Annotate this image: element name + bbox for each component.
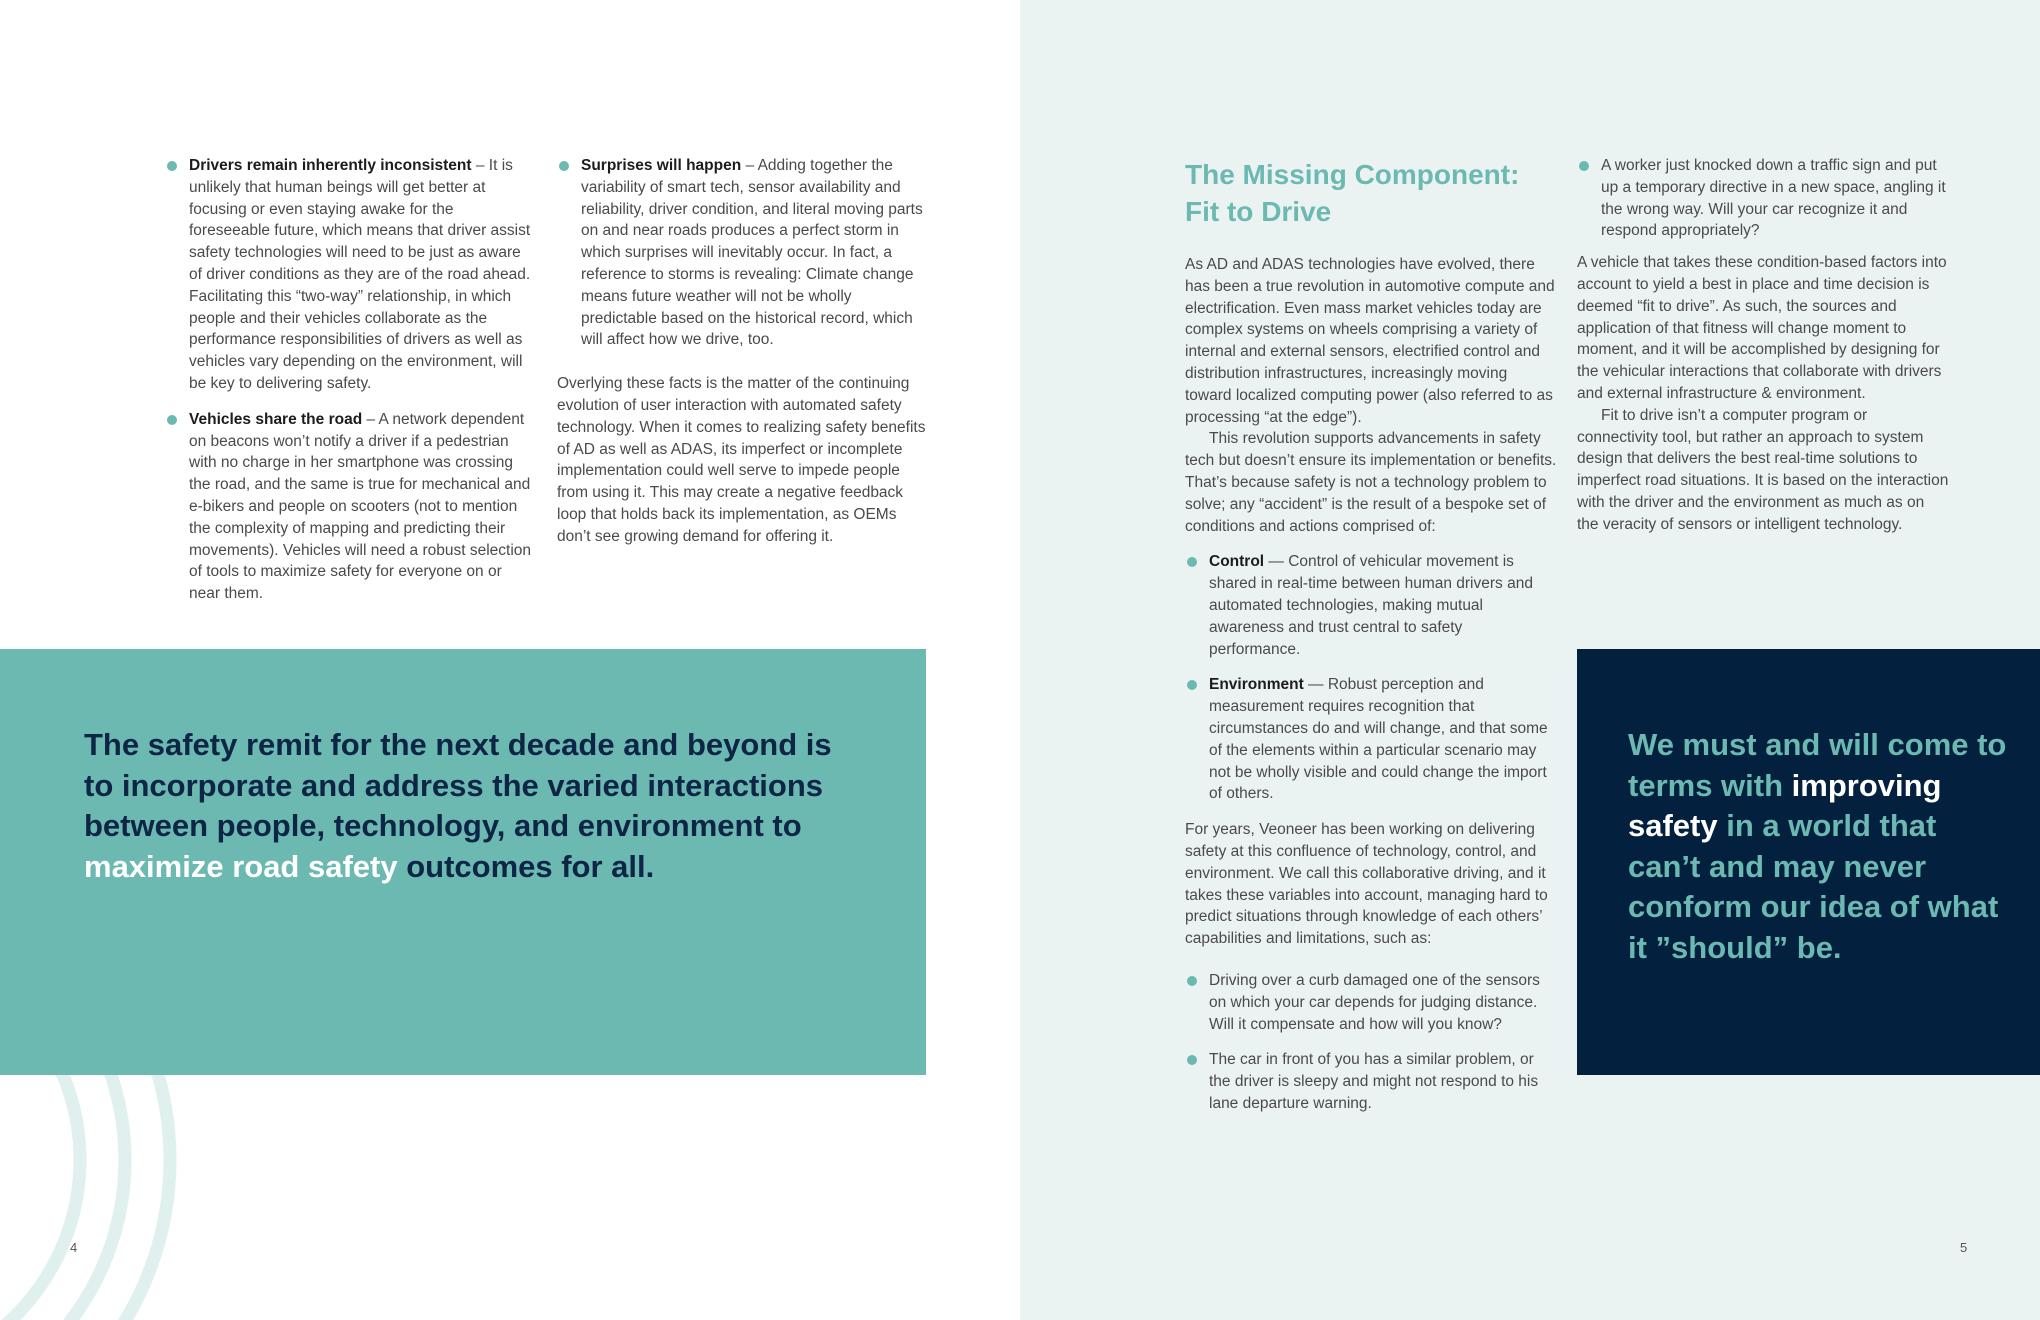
concentric-arcs-decoration [0, 860, 200, 1320]
section-heading: The Missing Component: Fit to Drive [1185, 159, 1520, 227]
bullet-dot-icon [1187, 976, 1197, 986]
body-paragraph: This revolution supports advancements in safety tech but doesn’t ensure its implementation or benefits. That’s because safety is not a technology problem to solve; any “accident” is the result of a bespoke set of conditions and actions comprised of: [1185, 430, 1557, 535]
bullet-dot-icon [1579, 161, 1589, 171]
right-column-2 [1577, 155, 1949, 536]
bullet-dot-icon [1187, 1055, 1197, 1065]
pull-quote: We must and will come to terms with improving safety in a world that can’t and may never conform our idea of what it ”should” be. [1628, 727, 2007, 965]
left-column-1 [165, 155, 535, 619]
bullet-item: Surprises will happen – Adding together the variability of smart tech, sensor availability and reliability, driver condition, and literal moving parts on and near roads produces a perfect storm in which surprises will inevitably occur. In fact, a reference to storms is revealing: Climate change means future weather will not be wholly predictable based on the historical record, which will affect how we drive, too. [557, 155, 927, 351]
body-paragraph: As AD and ADAS technologies have evolved, there has been a true revolution in automotive compute and electrification. Even mass market vehicles today are complex systems on wheels comprising a variety of internal and external sensors, electrified control and distribution infrastructures, increasingly moving toward localized computing power (also referred to as processing “at the edge”). [1185, 256, 1555, 426]
right-column-1 [1185, 254, 1557, 1129]
bullet-item: A worker just knocked down a traffic sign and put up a temporary directive in a new space, angling it the wrong way. Will your car recognize it and respond appropriately? [1577, 155, 1949, 242]
right-page [1020, 0, 2040, 1320]
bullet-item: Vehicles share the road – A network dependent on beacons won’t notify a driver if a pedestrian with no charge in her smartphone was crossing the road, and the same is true for mechanical and e-bikers and people on scooters (not to mention the complexity of mapping and predicting their movements). Vehicles will need a robust selection of tools to maximize safety for everyone on or near them. [165, 409, 535, 605]
bullet-dot-icon [1187, 680, 1197, 690]
bullet-dot-icon [167, 161, 177, 171]
body-paragraph: Fit to drive isn’t a computer program or connectivity tool, but rather an approach to system design that delivers the best real-time solutions to imperfect road situations. It is based on the interaction with the driver and the environment as much as on the veracity of sensors or intelligent technology. [1577, 406, 1949, 533]
bullet-item: Environment — Robust perception and measurement requires recognition that circumstances do and will change, and that some of the elements within a particular scenario may not be wholly visible and could change the import of others. [1185, 674, 1557, 805]
page-number: 5 [1960, 1240, 1968, 1255]
bullet-dot-icon [559, 161, 569, 171]
body-paragraph: A vehicle that takes these condition-based factors into account to yield a best in place and time decision is deemed “fit to drive”. As such, the sources and application of that fitness will change moment to moment, and it will be accomplished by designing for the vehicular interactions that collaborate with drivers and external infrastructure & environment. [1577, 254, 1947, 402]
bullet-dot-icon [167, 415, 177, 425]
pull-quote: The safety remit for the next decade and beyond is to incorporate and address the varied interactions between people, technology, and environment to maximize road safety outcomes for all. [84, 727, 832, 884]
page-number: 4 [70, 1240, 78, 1255]
pull-quote-box [1577, 649, 2040, 1075]
bullet-item: The car in front of you has a similar problem, or the driver is sleepy and might not respond to his lane departure warning. [1185, 1049, 1557, 1114]
bullet-item: Drivers remain inherently inconsistent – It is unlikely that human beings will get better at focusing or even staying awake for the foreseeable future, which means that driver assist safety technologies will need to be just as aware of driver conditions as they are of the road ahead. Facilitating this “two-way” relationship, in which people and their vehicles collaborate as the performance responsibilities of drivers as well as vehicles vary depending on the environment, will be key to delivering safety. [165, 155, 535, 395]
body-paragraph: For years, Veoneer has been working on delivering safety at this confluence of technology, control, and environment. We call this collaborative driving, and it takes these variables into account, managing hard to predict situations through knowledge of each others’ capabilities and limitations, such as: [1185, 821, 1548, 948]
bullet-item: Control — Control of vehicular movement is shared in real-time between human drivers and automated technologies, making mutual awareness and trust central to safety performance. [1185, 551, 1557, 660]
bullet-dot-icon [1187, 557, 1197, 567]
left-column-2 [557, 155, 927, 548]
body-paragraph: Overlying these facts is the matter of the continuing evolution of user interaction with automated safety technology. When it comes to realizing safety benefits of AD as well as ADAS, its imperfect or incomplete implementation could well serve to impede people from using it. This may create a negative feedback loop that holds back its implementation, as OEMs don’t see growing demand for offering it. [557, 375, 926, 545]
bullet-item: Driving over a curb damaged one of the sensors on which your car depends for judging distance. Will it compensate and how will you know? [1185, 970, 1557, 1035]
